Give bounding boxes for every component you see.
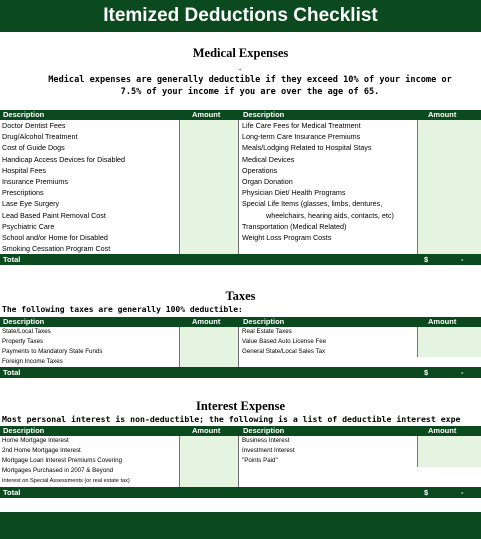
list-item: Psychiatric Care — [2, 221, 55, 231]
list-item: Value Based Auto License Fee — [242, 338, 327, 345]
interest-intro: Most personal interest is non-deductible; the following is a list of deductible interest expe — [2, 414, 461, 424]
footer-bar — [0, 512, 481, 539]
interest-items-left — [2, 436, 178, 486]
list-item: Special Life Items (glasses, limbs, dentures, — [242, 199, 383, 209]
taxes-total-currency: $ — [424, 368, 429, 377]
page-title-banner — [0, 0, 481, 32]
taxes-amount-column-left[interactable] — [179, 327, 239, 367]
interest-total-currency: $ — [424, 488, 429, 497]
list-item: Property Taxes — [2, 338, 44, 345]
list-item: Long-term Care Insurance Premiums — [242, 132, 361, 142]
list-item: Real Estate Taxes — [242, 328, 292, 335]
list-item: Business Interest — [242, 437, 290, 444]
taxes-items-left — [2, 327, 178, 367]
taxes-intro: The following taxes are generally 100% deductible: — [2, 305, 243, 314]
list-item: Lase Eye Surgery — [2, 199, 60, 209]
list-item: Interest on Special Assessments (or real estate tax) — [2, 478, 130, 484]
medical-col-amount-left: Amount — [192, 110, 221, 119]
taxes-col-amount-left: Amount — [192, 317, 221, 326]
list-item: Transportation (Medical Related) — [242, 221, 347, 231]
list-item: Mortgage Loan Interest Premiums Covering — [2, 457, 123, 464]
list-item: Lead Based Paint Removal Cost — [2, 210, 106, 220]
list-item: Investment Interest — [242, 447, 295, 454]
list-item: State/Local Taxes — [2, 328, 51, 335]
taxes-col-description-left: Description — [3, 317, 45, 326]
interest-table — [0, 426, 481, 500]
taxes-table-body — [0, 327, 481, 367]
taxes-total-value: - — [461, 368, 464, 377]
taxes-table-header — [0, 317, 481, 327]
interest-amount-column-right[interactable] — [417, 436, 481, 467]
list-item: "Points Paid" — [242, 457, 278, 464]
medical-col-description-left: Description — [3, 110, 45, 119]
list-item: Drug/Alcohol Treatment — [2, 132, 78, 142]
column-divider — [238, 120, 239, 254]
interest-total-row — [0, 487, 481, 498]
taxes-col-description-right: Description — [243, 317, 285, 326]
interest-col-amount-right: Amount — [428, 426, 457, 435]
column-divider — [238, 327, 239, 367]
list-item: Hospital Fees — [2, 165, 46, 175]
list-item: Doctor Dentist Fees — [2, 121, 66, 130]
list-item: wheelchairs, hearing aids, contacts, etc) — [266, 210, 394, 220]
list-item: Weight Loss Program Costs — [242, 232, 332, 242]
taxes-table — [0, 317, 481, 379]
interest-items-right — [242, 436, 416, 466]
medical-items-right — [242, 120, 416, 243]
medical-table — [0, 110, 481, 265]
list-item: 2nd Home Mortgage Interest — [2, 447, 81, 454]
interest-col-description-left: Description — [3, 426, 45, 435]
medical-intro-dot: . — [238, 65, 242, 72]
taxes-total-row — [0, 367, 481, 378]
page-title: Itemized Deductions Checklist — [103, 5, 378, 26]
list-item: Payments to Mandatory State Funds — [2, 348, 103, 355]
taxes-items-right — [242, 327, 416, 357]
list-item: Prescriptions — [2, 188, 44, 198]
interest-amount-column-left[interactable] — [179, 436, 239, 487]
medical-amount-column-right[interactable] — [417, 120, 481, 254]
medical-section-title: Medical Expenses — [192, 46, 289, 60]
medical-total-currency: $ — [424, 255, 429, 264]
list-item: Smoking Cessation Program Cost — [2, 244, 111, 254]
list-item: Life Care Fees for Medical Treatment — [242, 121, 361, 130]
list-item: Operations — [242, 165, 278, 175]
medical-total-label: Total — [3, 255, 21, 264]
taxes-col-amount-right: Amount — [428, 317, 457, 326]
medical-table-body — [0, 120, 481, 254]
interest-table-header — [0, 426, 481, 436]
medical-col-amount-right: Amount — [428, 110, 457, 119]
list-item: Physician Diet/ Health Programs — [242, 188, 346, 198]
medical-items-left — [2, 120, 178, 254]
list-item: Home Mortgage Interest — [2, 437, 69, 444]
list-item: Mortgages Purchased in 2007 & Beyond — [2, 467, 114, 474]
list-item: Foreign Income Taxes — [2, 358, 63, 365]
medical-table-header — [0, 110, 481, 120]
list-item: Cost of Guide Dogs — [2, 143, 65, 153]
medical-total-value: - — [461, 255, 464, 264]
column-divider — [238, 436, 239, 487]
interest-total-value: - — [461, 488, 464, 497]
list-item: Medical Devices — [242, 154, 295, 164]
list-item: School and/or Home for Disabled — [2, 232, 108, 242]
list-item: General State/Local Sales Tax — [242, 348, 326, 355]
taxes-total-label: Total — [3, 368, 21, 377]
interest-table-body — [0, 436, 481, 487]
interest-col-amount-left: Amount — [192, 426, 221, 435]
taxes-amount-column-right[interactable] — [417, 327, 481, 357]
taxes-section-title: Taxes — [225, 289, 256, 303]
list-item: Insurance Premiums — [2, 176, 68, 186]
interest-col-description-right: Description — [243, 426, 285, 435]
interest-section-title: Interest Expense — [195, 399, 285, 413]
medical-intro: Medical expenses are generally deductible if they exceed 10% of your income or 7.5% of your income if you are over the age of 65. — [48, 75, 452, 97]
interest-total-label: Total — [3, 488, 21, 497]
list-item: Handicap Access Devices for Disabled — [2, 154, 126, 164]
medical-total-row — [0, 254, 481, 265]
list-item: Meals/Lodging Related to Hospital Stays — [242, 143, 372, 153]
medical-col-description-right: Description — [243, 110, 285, 119]
list-item: Organ Donation — [242, 176, 293, 186]
medical-amount-column-left[interactable] — [179, 120, 239, 254]
